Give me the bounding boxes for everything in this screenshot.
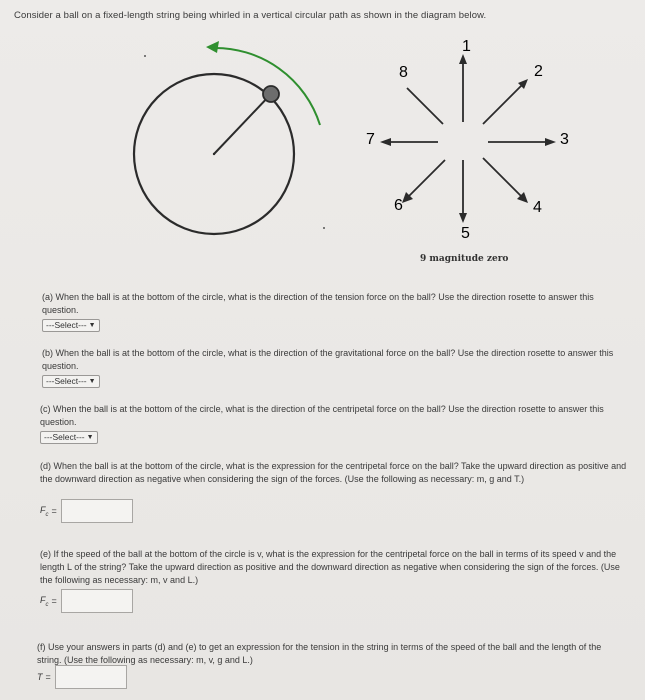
answer-e-row	[40, 589, 133, 613]
string	[214, 94, 271, 154]
question-f	[37, 641, 627, 667]
question-a-text: (a) When the ball is at the bottom of the circle, what is the direction of the tension force on the ball? Use the direction rosette to answer this question.	[42, 292, 594, 315]
speck	[144, 55, 146, 57]
answer-e-input[interactable]	[61, 589, 133, 613]
equals-sign: =	[45, 672, 51, 682]
answer-d-input[interactable]	[61, 499, 133, 523]
answer-f-row	[37, 665, 127, 689]
question-c-select[interactable]: ---Select--- ▼	[40, 431, 98, 444]
rosette-label-3: 3	[560, 131, 569, 148]
rosette-label-8: 8	[399, 64, 408, 81]
rosette-arrow-8	[407, 88, 443, 124]
question-d-text: (d) When the ball is at the bottom of the circle, what is the expression for the centripetal force on the ball? Take the upward direction as positive and the downward direction as negative when considering the sign of the forces. (Use the following as necessary: m, g and T.)	[40, 461, 627, 484]
question-e-text: (e) If the speed of the ball at the bottom of the circle is v, what is the expression for the centripetal force on the ball in terms of its speed v and the length L of the string? Take the upward direction as positive and the downward direction as negative when considering the sign of the forces. (Use the following as necessary: m, v and L.)	[40, 549, 620, 585]
question-c	[40, 403, 630, 444]
ball	[263, 86, 279, 102]
rosette-label-5: 5	[461, 225, 470, 242]
rosette-arrow-6	[408, 160, 445, 197]
intro-text: Consider a ball on a fixed-length string being whirled in a vertical circular path as shown in the diagram below.	[14, 10, 487, 21]
chevron-down-icon: ▼	[88, 322, 96, 329]
question-b-text: (b) When the ball is at the bottom of the circle, what is the direction of the gravitational force on the ball? Use the direction rosette to answer this question.	[42, 348, 614, 371]
question-a	[42, 291, 632, 332]
chevron-down-icon: ▼	[86, 434, 94, 441]
question-d	[40, 460, 630, 486]
chevron-down-icon: ▼	[88, 378, 96, 385]
motion-arrow	[212, 48, 320, 125]
answer-d-label: $F_c$	[40, 504, 49, 518]
question-b	[42, 347, 632, 388]
rosette-label-6: 6	[394, 197, 403, 214]
answer-e-label: $F_c$	[40, 594, 49, 608]
rosette-zero-label: 9 magnitude zero	[420, 254, 509, 264]
answer-d-row	[40, 499, 133, 523]
question-c-text: (c) When the ball is at the bottom of the circle, what is the direction of the centripetal force on the ball? Use the direction rosette to answer this question.	[40, 404, 604, 427]
rosette-label-1: 1	[462, 38, 471, 55]
rosette-arrow-2	[483, 84, 523, 124]
equals-sign: =	[51, 596, 57, 606]
question-e	[40, 548, 630, 587]
rosette-label-4: 4	[533, 199, 542, 216]
equals-sign: =	[51, 506, 57, 516]
rosette-arrow-4	[483, 158, 522, 197]
question-b-select[interactable]: ---Select--- ▼	[42, 375, 100, 388]
speck	[323, 227, 325, 229]
answer-f-input[interactable]	[55, 665, 127, 689]
question-f-text: (f) Use your answers in parts (d) and (e) to get an expression for the tension in the string in terms of the speed of the ball and the length of the string. (Use the following as necessary: m, v, g and L.)	[37, 642, 602, 665]
answer-f-label: T	[37, 672, 43, 682]
pivot-dot	[213, 153, 215, 155]
question-a-select[interactable]: ---Select--- ▼	[42, 319, 100, 332]
diagram	[0, 30, 645, 270]
motion-arrowhead	[206, 41, 219, 53]
rosette-label-7: 7	[366, 131, 375, 148]
rosette-label-2: 2	[534, 63, 543, 80]
